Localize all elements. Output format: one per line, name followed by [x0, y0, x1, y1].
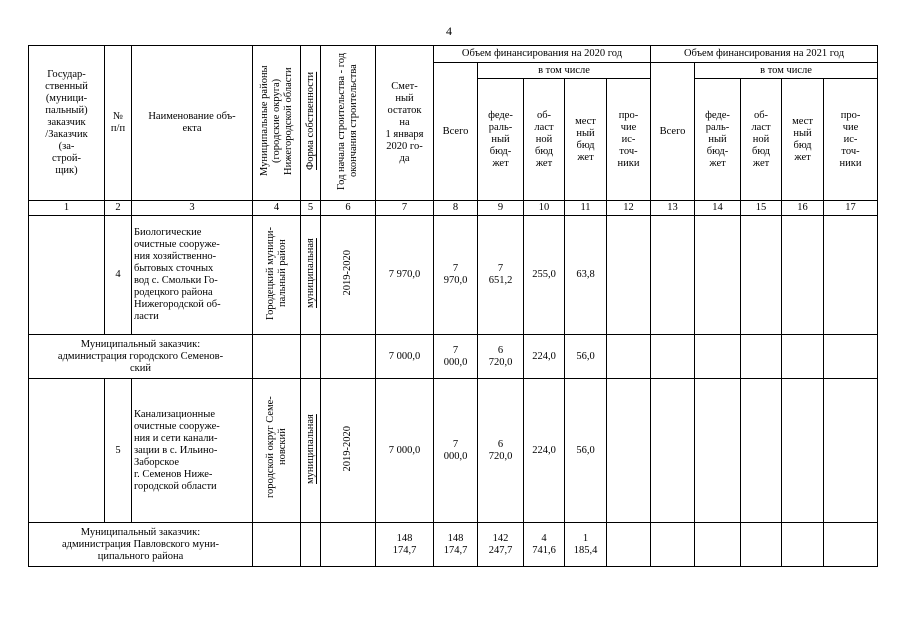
header-mestny-2021: мест ный бюд жет	[782, 79, 824, 201]
column-numbers-row	[29, 201, 878, 216]
object-forma: муниципальная	[304, 238, 316, 308]
header-smetny: Смет- ный остаток на 1 января 2020 го- да	[376, 46, 434, 201]
header-federal-2020: феде- раль- ный бюд- жет	[478, 79, 524, 201]
header-forma: Форма собственности	[304, 71, 316, 171]
object-god-cell	[321, 379, 376, 523]
header-oblast-2021: об- ласт ной бюд жет	[741, 79, 782, 201]
header-zakazchik: Государ- ственный (муници- пальный) заказчик /Заказчик (за- строй- щик)	[29, 46, 105, 201]
object-forma-cell	[301, 379, 321, 523]
table-row	[29, 335, 878, 379]
header-mestny-2020: мест ный бюд жет	[565, 79, 607, 201]
customer-label: Муниципальный заказчик: администрация городского Семенов- ский	[29, 335, 253, 379]
customer-vsego: 148 174,7	[434, 523, 478, 567]
object-smetny: 7 000,0	[376, 379, 434, 523]
header-god: Год начала строительства - год окончания строительства	[336, 52, 359, 190]
column-number: 13	[651, 201, 695, 216]
header-naimenovanie: Наименование объ- екта	[132, 46, 253, 201]
cell-empty	[29, 216, 105, 335]
header-forma-cell	[301, 46, 321, 201]
column-number: 16	[782, 201, 824, 216]
object-rayon: Городецкий муници- пальный район	[264, 226, 288, 320]
object-god-cell	[321, 216, 376, 335]
object-federal: 6 720,0	[478, 379, 524, 523]
object-name: Канализационные очистные сооруже- ния и сети канали- зации в с. Ильино- Заборское г. Семенов Ниже- городской области	[132, 379, 253, 523]
header-nomer: № п/п	[105, 46, 132, 201]
object-oblast: 224,0	[524, 379, 565, 523]
object-number: 4	[105, 216, 132, 335]
object-mestny: 63,8	[565, 216, 607, 335]
column-number: 3	[132, 201, 253, 216]
object-number: 5	[105, 379, 132, 523]
object-god: 2019-2020	[342, 425, 353, 472]
customer-label: Муниципальный заказчик: администрация Павловского муни- ципального района	[29, 523, 253, 567]
column-number: 12	[607, 201, 651, 216]
header-v-tom-chisle-2021: в том числе	[695, 63, 878, 79]
header-municipal-rayony: Муниципальные районы (городские округа) Нижегородской области	[258, 65, 294, 177]
object-smetny: 7 970,0	[376, 216, 434, 335]
cell-empty	[29, 379, 105, 523]
column-number: 8	[434, 201, 478, 216]
column-number: 17	[824, 201, 878, 216]
customer-smetny: 7 000,0	[376, 335, 434, 379]
column-number: 2	[105, 201, 132, 216]
header-fin2021: Объем финансирования на 2021 год	[651, 46, 878, 63]
object-name: Биологические очистные сооруже- ния хозяйственно- бытовых сточных вод с. Смольки Го- родецкого района Нижегородской об- ласти	[132, 216, 253, 335]
header-v-tom-chisle-2020: в том числе	[478, 63, 651, 79]
financing-table	[28, 45, 878, 567]
object-vsego: 7 970,0	[434, 216, 478, 335]
column-number: 5	[301, 201, 321, 216]
header-fin2020: Объем финансирования на 2020 год	[434, 46, 651, 63]
object-rayon-cell	[253, 216, 301, 335]
table-row	[29, 523, 878, 567]
object-forma: муниципальная	[304, 413, 316, 484]
customer-smetny: 148 174,7	[376, 523, 434, 567]
column-number: 6	[321, 201, 376, 216]
object-vsego: 7 000,0	[434, 379, 478, 523]
customer-oblast: 4 741,6	[524, 523, 565, 567]
customer-oblast: 224,0	[524, 335, 565, 379]
object-oblast: 255,0	[524, 216, 565, 335]
column-number: 7	[376, 201, 434, 216]
header-municipal-rayony-cell	[253, 46, 301, 201]
header-prochie-2020: про- чие ис- точ- ники	[607, 79, 651, 201]
object-forma-cell	[301, 216, 321, 335]
object-rayon-cell	[253, 379, 301, 523]
column-number: 11	[565, 201, 607, 216]
page-number: 4	[446, 24, 452, 38]
header-oblast-2020: об- ласт ной бюд жет	[524, 79, 565, 201]
object-mestny: 56,0	[565, 379, 607, 523]
customer-mestny: 56,0	[565, 335, 607, 379]
header-vsego-2020: Всего	[434, 63, 478, 201]
header-prochie-2021: про- чие ис- точ- ники	[824, 79, 878, 201]
column-number: 4	[253, 201, 301, 216]
table-row	[29, 379, 878, 523]
column-number: 15	[741, 201, 782, 216]
object-rayon: городской округ Семе- новский	[264, 396, 288, 498]
object-god: 2019-2020	[342, 250, 353, 296]
header-federal-2021: феде- раль- ный бюд- жет	[695, 79, 741, 201]
customer-federal: 142 247,7	[478, 523, 524, 567]
customer-vsego: 7 000,0	[434, 335, 478, 379]
table-row	[29, 216, 878, 335]
header-vsego-2021: Всего	[651, 63, 695, 201]
object-federal: 7 651,2	[478, 216, 524, 335]
column-number: 1	[29, 201, 105, 216]
column-number: 14	[695, 201, 741, 216]
customer-federal: 6 720,0	[478, 335, 524, 379]
customer-mestny: 1 185,4	[565, 523, 607, 567]
column-number: 9	[478, 201, 524, 216]
column-number: 10	[524, 201, 565, 216]
header-god-cell	[321, 46, 376, 201]
